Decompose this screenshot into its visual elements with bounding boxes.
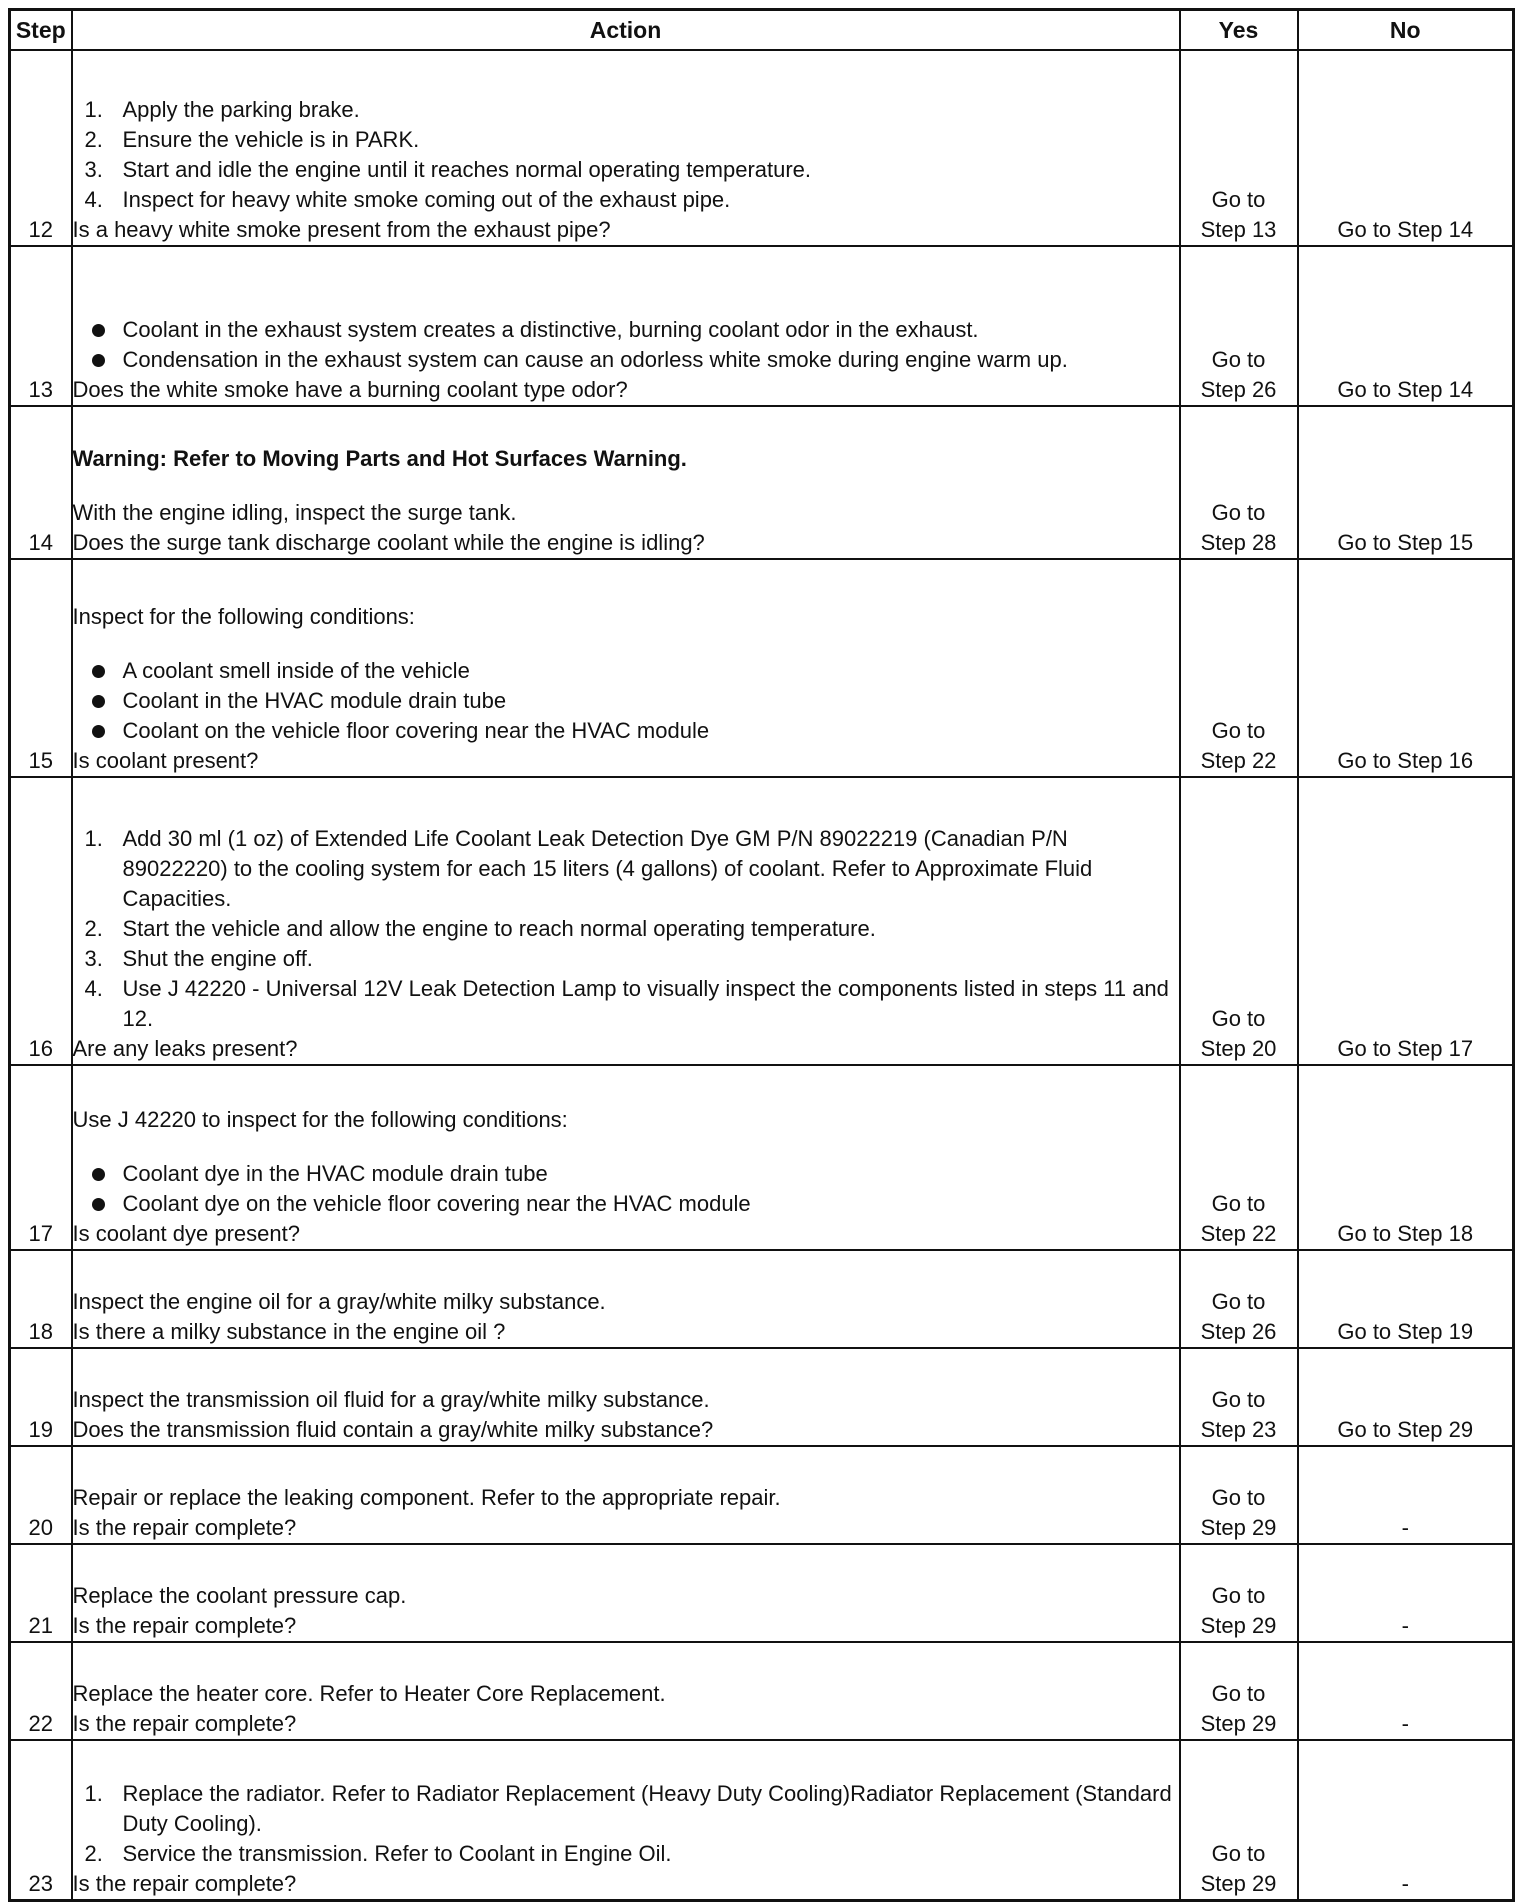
table-row [10,246,1514,406]
no-result: - [1298,1544,1514,1642]
no-result: - [1298,1446,1514,1544]
action-cell [72,1446,1180,1544]
action-cell [72,1348,1180,1446]
list-item: 2. Start the vehicle and allow the engine to reach normal operating temperature. [84,916,876,941]
action-cell [72,559,1180,777]
step-number: 22 [10,1642,72,1740]
step-question: Does the white smoke have a burning coolant type odor? [72,377,628,402]
list-item: 3. Shut the engine off. [84,946,313,971]
yes-result: Go to Step 22 [1180,1065,1298,1250]
step-question: Is the repair complete? [72,1613,297,1638]
table-row [10,406,1514,559]
numbered-list [73,95,1179,215]
yes-result: Go to Step 29 [1180,1446,1298,1544]
yes-result: Go to Step 29 [1180,1642,1298,1740]
yes-result: Go to Step 29 [1180,1544,1298,1642]
action-cell [72,1065,1180,1250]
step-number: 14 [10,406,72,559]
list-item: 4. Inspect for heavy white smoke coming out of the exhaust pipe. [84,187,731,212]
yes-result: Go to Step 23 [1180,1348,1298,1446]
action-cell [72,1544,1180,1642]
no-result: Go to Step 29 [1298,1348,1514,1446]
action-cell [72,1642,1180,1740]
bullet-list [73,656,1179,746]
list-item: A coolant smell inside of the vehicle [73,656,1179,686]
step-number: 13 [10,246,72,406]
list-item: Condensation in the exhaust system can cause an odorless white smoke during engine warm up. [73,345,1179,375]
no-result: Go to Step 19 [1298,1250,1514,1348]
warning-text: Warning: Refer to Moving Parts and Hot Surfaces Warning. [72,446,687,471]
step-question: Is coolant dye present? [72,1221,300,1246]
action-cell [72,406,1180,559]
no-result: Go to Step 16 [1298,559,1514,777]
step-number: 12 [10,50,72,246]
step-question: Does the surge tank discharge coolant while the engine is idling? [72,530,705,555]
no-result: Go to Step 14 [1298,50,1514,246]
step-number: 17 [10,1065,72,1250]
table-row [10,1065,1514,1250]
list-item: 3. Start and idle the engine until it reaches normal operating temperature. [84,157,812,182]
action-cell [72,1250,1180,1348]
list-item: 1. Replace the radiator. Refer to Radiator Replacement (Heavy Duty Cooling)Radiator Replacement (Standard Duty Cooling). [84,1780,1172,1836]
step-number: 19 [10,1348,72,1446]
step-number: 23 [10,1740,72,1900]
yes-result: Go to Step 29 [1180,1740,1298,1900]
no-column-header: No [1298,10,1514,51]
step-instruction: Inspect for the following conditions: [72,604,415,629]
table-row [10,1642,1514,1740]
list-item: 1. Add 30 ml (1 oz) of Extended Life Coolant Leak Detection Dye GM P/N 89022219 (Canadian P/N 89022220) to the cooling system for each 15 liters (4 gallons) of coolant. Refer to Approximate Fluid Capacities. [84,826,1093,911]
table-row [10,50,1514,246]
step-number: 20 [10,1446,72,1544]
yes-result: Go to Step 26 [1180,246,1298,406]
step-instruction: Use J 42220 to inspect for the following conditions: [72,1107,568,1132]
header-row [10,10,1514,51]
action-cell [72,50,1180,246]
no-result: Go to Step 14 [1298,246,1514,406]
numbered-list [73,824,1179,1034]
action-column-header: Action [72,10,1180,51]
step-question: Does the transmission fluid contain a gray/white milky substance? [72,1417,714,1442]
no-result: - [1298,1740,1514,1900]
list-item: Coolant on the vehicle floor covering near the HVAC module [73,716,1179,746]
table-row [10,1740,1514,1900]
bullet-list [73,1159,1179,1219]
no-result: Go to Step 17 [1298,777,1514,1065]
step-number: 16 [10,777,72,1065]
step-question: Is coolant present? [72,748,259,773]
yes-result: Go to Step 20 [1180,777,1298,1065]
table-row [10,559,1514,777]
action-cell [72,1740,1180,1900]
action-cell [72,777,1180,1065]
step-number: 18 [10,1250,72,1348]
table-row [10,777,1514,1065]
step-number: 15 [10,559,72,777]
step-question: Is the repair complete? [72,1515,297,1540]
step-instruction: Inspect the engine oil for a gray/white milky substance. [72,1289,606,1314]
yes-column-header: Yes [1180,10,1298,51]
bullet-list [73,315,1179,375]
no-result: Go to Step 15 [1298,406,1514,559]
table-row [10,1250,1514,1348]
step-column-header: Step [10,10,72,51]
list-item: Coolant dye on the vehicle floor covering near the HVAC module [73,1189,1179,1219]
list-item: 2. Service the transmission. Refer to Coolant in Engine Oil. [84,1840,672,1866]
step-question: Is a heavy white smoke present from the exhaust pipe? [72,217,611,242]
step-question: Are any leaks present? [72,1036,298,1061]
step-question: Is the repair complete? [72,1711,297,1736]
list-item: Coolant in the HVAC module drain tube [73,686,1179,716]
list-item: Coolant in the exhaust system creates a distinctive, burning coolant odor in the exhaust. [73,315,1179,345]
list-item: Coolant dye in the HVAC module drain tube [73,1159,1179,1189]
step-question: Is the repair complete? [72,1870,297,1896]
diagnostic-table [8,8,1515,1902]
no-result: Go to Step 18 [1298,1065,1514,1250]
step-instruction: Inspect the transmission oil fluid for a gray/white milky substance. [72,1387,710,1412]
yes-result: Go to Step 28 [1180,406,1298,559]
table-row [10,1446,1514,1544]
yes-result: Go to Step 13 [1180,50,1298,246]
yes-result: Go to Step 26 [1180,1250,1298,1348]
step-instruction: Replace the heater core. Refer to Heater Core Replacement. [72,1681,666,1706]
yes-result: Go to Step 22 [1180,559,1298,777]
step-number: 21 [10,1544,72,1642]
numbered-list [73,1779,1179,1869]
list-item: 2. Ensure the vehicle is in PARK. [84,127,420,152]
step-instruction: Replace the coolant pressure cap. [72,1583,407,1608]
no-result: - [1298,1642,1514,1740]
step-question: Is there a milky substance in the engine oil ? [72,1319,506,1344]
step-instruction: With the engine idling, inspect the surge tank. [72,500,517,525]
step-instruction: Repair or replace the leaking component. Refer to the appropriate repair. [72,1485,781,1510]
table-row [10,1544,1514,1642]
list-item: 1. Apply the parking brake. [84,97,360,122]
list-item: 4. Use J 42220 - Universal 12V Leak Detection Lamp to visually inspect the components listed in steps 11 and 12. [84,976,1169,1031]
table-row [10,1348,1514,1446]
action-cell [72,246,1180,406]
